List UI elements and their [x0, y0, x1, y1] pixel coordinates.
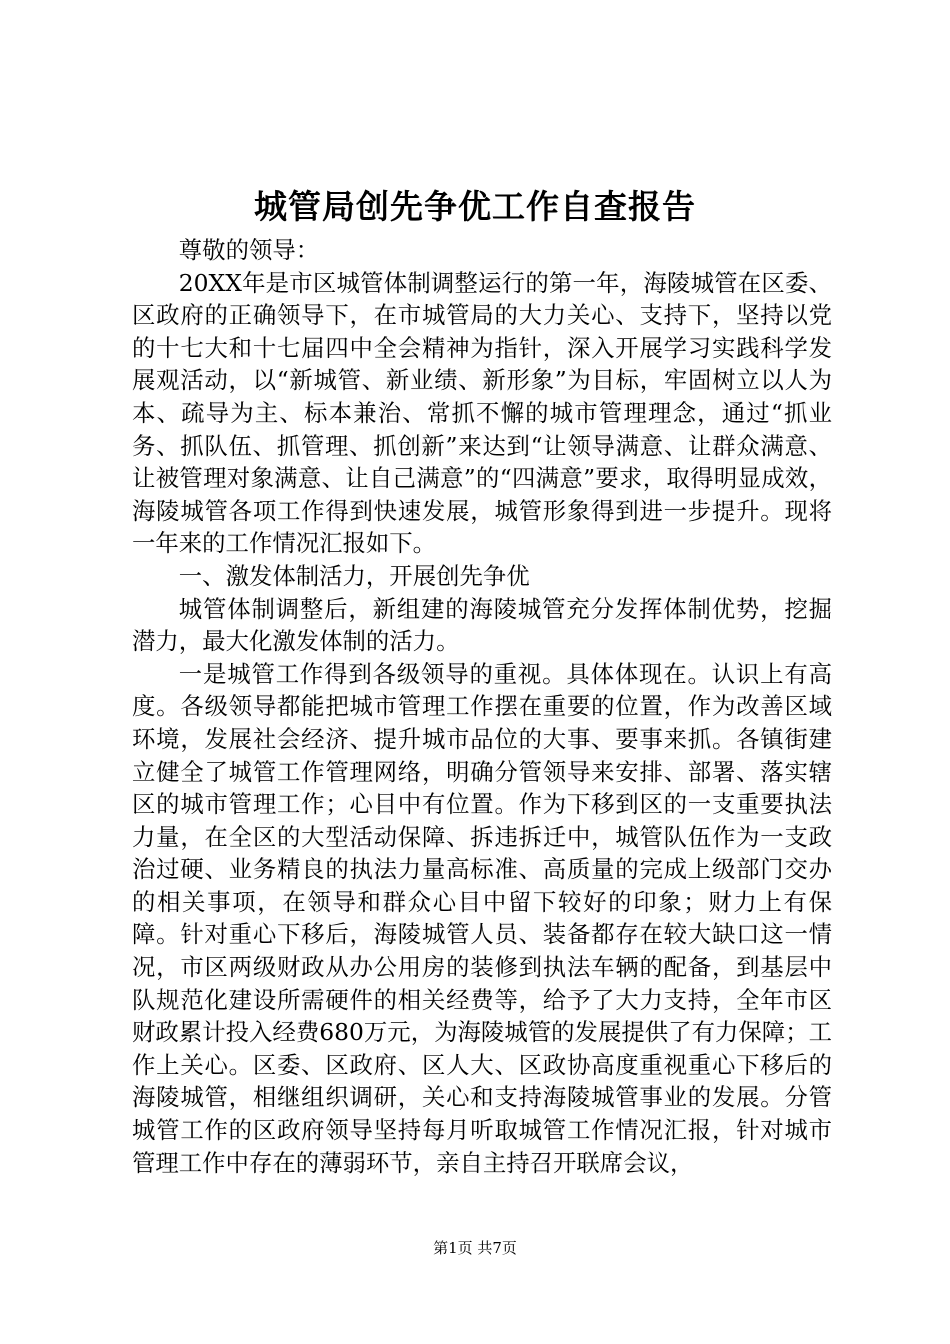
section-heading: 一、激发体制活力，开展创先争优	[178, 561, 530, 590]
section-intro-paragraph: 城管体制调整后，新组建的海陵城管充分发挥体制优势，挖掘潜力，最大化激发体制的活力。	[132, 594, 832, 656]
document-body	[132, 234, 832, 1179]
intro-paragraph: 20XX年是市区城管体制调整运行的第一年，海陵城管在区委、区政府的正确领导下，在市城管局的大力关心、支持下，坚持以党的十七大和十七届四中全会精神为指针，深入开展学习实践科学发展观活动，以“新城管、新业绩、新形象”为目标，牢固树立以人为本、疏导为主、标本兼治、常抓不懈的城市管理理念，通过“抓业务、抓队伍、抓管理、抓创新”来达到“让领导满意、让群众满意、让被管理对象满意、让自己满意”的“四满意”要求，取得明显成效，海陵城管各项工作得到快速发展，城管形象得到进一步提升。现将一年来的工作情况汇报如下。	[132, 268, 832, 558]
detail-paragraph: 一是城管工作得到各级领导的重视。具体体现在。认识上有高度。各级领导都能把城市管理工作摆在重要的位置，作为改善区域环境，发展社会经济、提升城市品位的大事、要事来抓。各镇街建立健全了城管工作管理网络，明确分管领导来安排、部署、落实辖区的城市管理工作；心目中有位置。作为下移到区的一支重要执法力量，在全区的大型活动保障、拆违拆迁中，城管队伍作为一支政治过硬、业务精良的执法力量高标准、高质量的完成上级部门交办的相关事项，在领导和群众心目中留下较好的印象；财力上有保障。针对重心下移后，海陵城管人员、装备都存在较大缺口这一情况，市区两级财政从办公用房的装修到执法车辆的配备，到基层中队规范化建设所需硬件的相关经费等，给予了大力支持，全年市区财政累计投入经费680万元，为海陵城管的发展提供了有力保障；工作上关心。区委、区政府、区人大、区政协高度重视重心下移后的海陵城管，相继组织调研，关心和支持海陵城管事业的发展。分管城管工作的区政府领导坚持每月听取城管工作情况汇报，针对城市管理工作中存在的薄弱环节，亲自主持召开联席会议，	[132, 659, 832, 1177]
document-title: 城管局创先争优工作自查报告	[254, 187, 696, 226]
salutation-paragraph: 尊敬的领导：	[178, 236, 320, 264]
page-footer: 第1页 共7页	[433, 1239, 517, 1257]
